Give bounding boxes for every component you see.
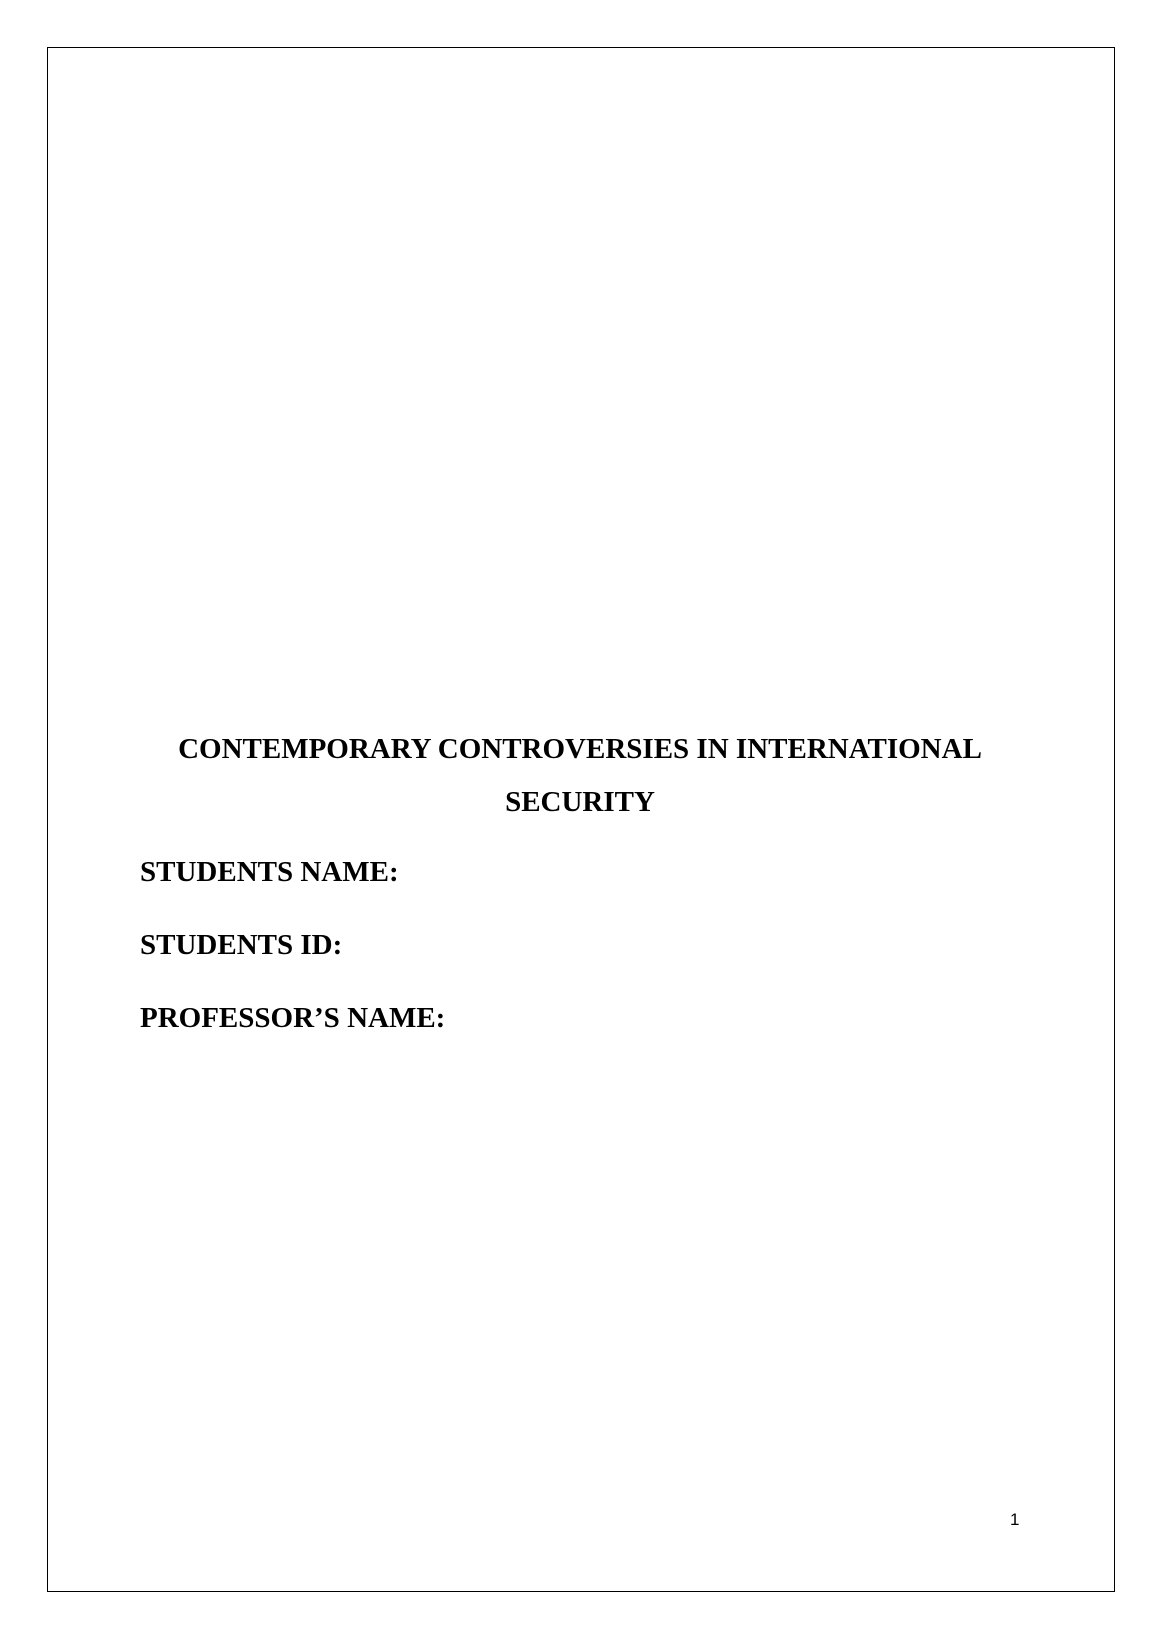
title-line-1: CONTEMPORARY CONTROVERSIES IN INTERNATIONAL (178, 733, 982, 765)
professor-name-label: PROFESSOR’S NAME: (140, 1002, 446, 1034)
student-id-label: STUDENTS ID: (140, 929, 343, 961)
title-line-2: SECURITY (505, 786, 655, 818)
student-name-label: STUDENTS NAME: (140, 856, 399, 888)
document-title (130, 723, 1030, 829)
page-number: 1 (1010, 1510, 1020, 1529)
